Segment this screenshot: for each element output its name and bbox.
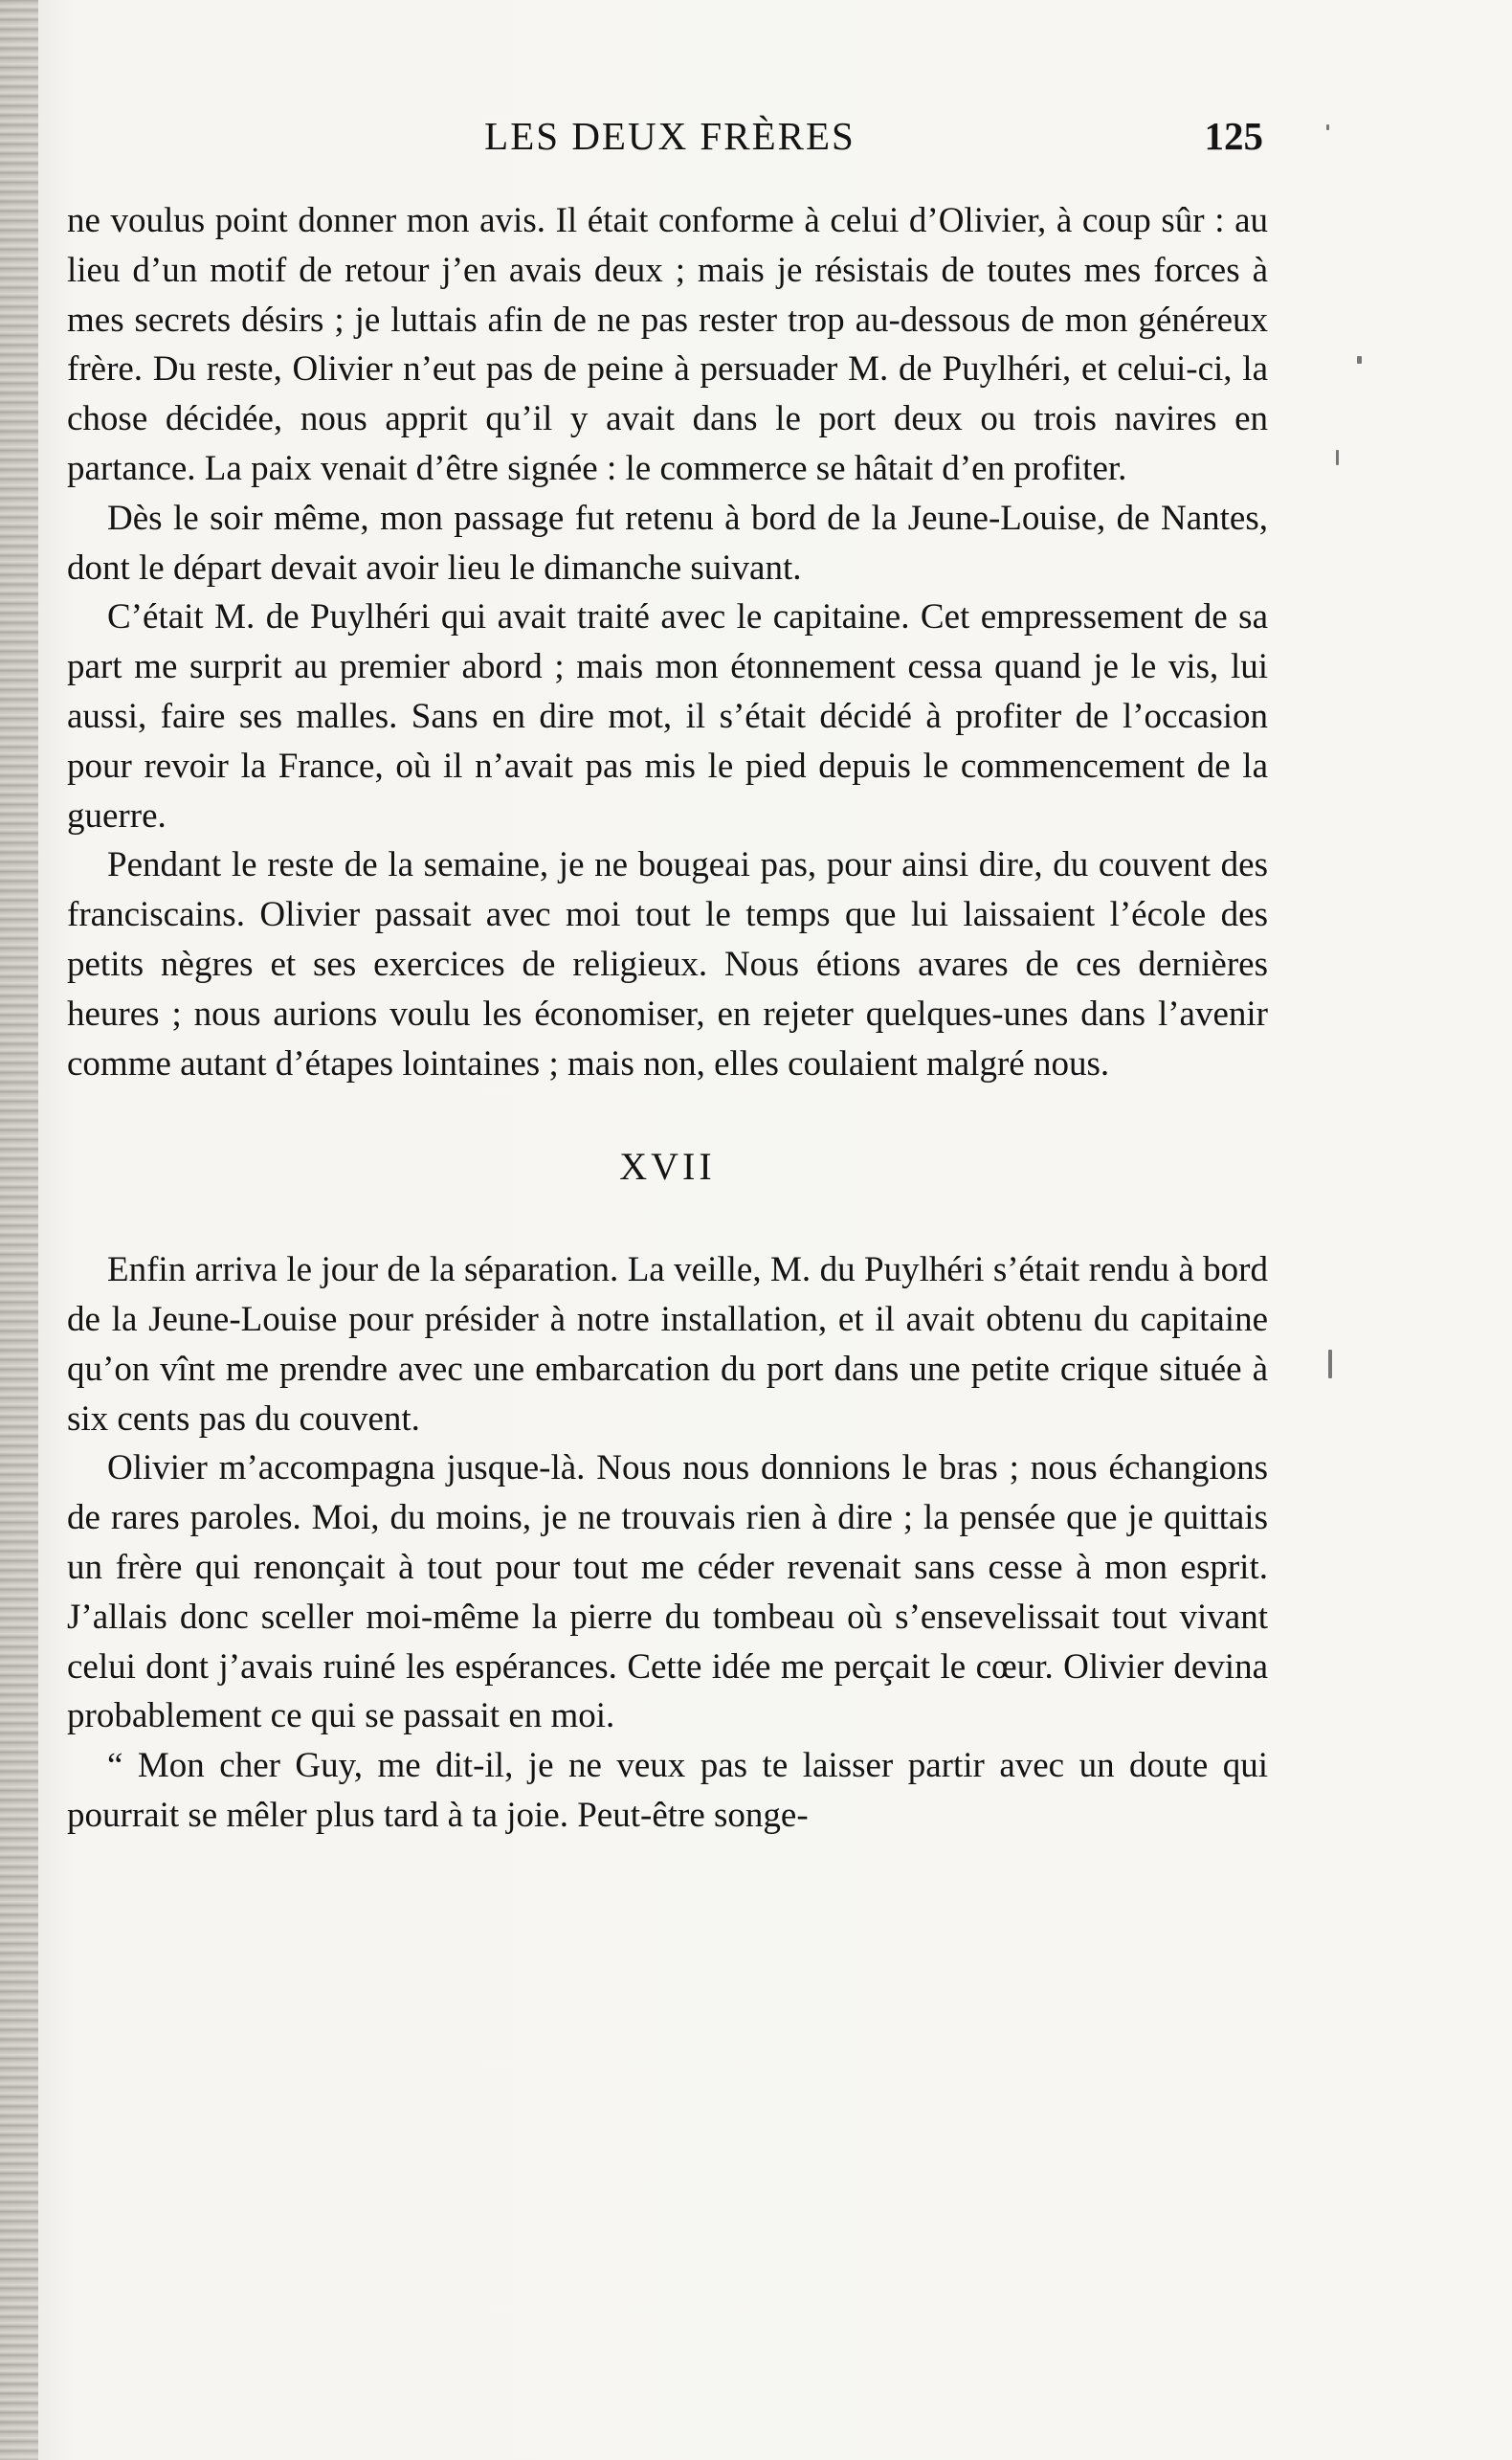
binding-shadow (0, 0, 38, 2460)
paragraph: Dès le soir même, mon passage fut retenu à bord de la Jeune-Louise, de Nantes, dont le départ devait avoir lieu le dimanche suivant. (67, 498, 1268, 588)
chapter-heading: XVII (619, 1145, 716, 1189)
paragraph: Enfin arriva le jour de la séparation. La veille, M. du Puylhéri s’était rendu à bord de la Jeune-Louise pour présider à notre installation, et il avait obtenu du capitaine qu’on vînt me prendre avec une embarcation du port dans une petite crique située à six cents pas du couvent. (67, 1250, 1268, 1439)
paragraph: “ Mon cher Guy, me dit-il, je ne veux pas te laisser partir avec un doute qui pourrait se mêler plus tard à ta joie. Peut-être songe- (67, 1746, 1268, 1835)
paragraph: Pendant le reste de la semaine, je ne bougeai pas, pour ainsi dire, du couvent des franciscains. Olivier passait avec moi tout le temps que lui laissaient l’école des petits nègres et ses exercices de religieux. Nous étions avares de ces dernières heures ; nous aurions voulu les économiser, en rejeter quelques-unes dans l’avenir comme autant d’étapes lointaines ; mais non, elles coulaient malgré nous. (67, 845, 1268, 1084)
ink-speck (1326, 124, 1329, 130)
running-title: LES DEUX FRÈRES (484, 114, 856, 158)
page-header (77, 113, 1263, 170)
ink-speck (1357, 356, 1362, 364)
paragraph: Olivier m’accompagna jusque-là. Nous nous donnions le bras ; nous échangions de rares paroles. Moi, du moins, je ne trouvais rien à dire ; la pensée que je quittais un frère qui renonçait à tout pour tout me céder revenait sans cesse à mon esprit. J’allais donc sceller moi-même la pierre du tombeau où s’ensevelissait tout vivant celui dont j’avais ruiné les espérances. Cette idée me perçait le cœur. Olivier devina probablement ce qui se passait en moi. (67, 1448, 1268, 1736)
paragraph: ne voulus point donner mon avis. Il était conforme à celui d’Olivier, à coup sûr : au lieu d’un motif de retour j’en avais deux ; mais je résistais de toutes mes forces à mes secrets désirs ; je luttais afin de ne pas rester trop au-dessous de mon généreux frère. Du reste, Olivier n’eut pas de peine à persuader M. de Puylhéri, et celui-ci, la chose décidée, nous apprit qu’il y avait dans le port deux ou trois navires en partance. La paix venait d’être signée : le commerce se hâtait d’en profiter. (67, 201, 1268, 488)
ink-speck (1328, 1350, 1332, 1378)
body-text (67, 196, 1268, 1841)
paragraph: C’était M. de Puylhéri qui avait traité avec le capitaine. Cet empressement de sa part me surprit au premier abord ; mais mon étonnement cessa quand je le vis, lui aussi, faire ses malles. Sans en dire mot, il s’était décidé à profiter de l’occasion pour revoir la France, où il n’avait pas mis le pied depuis le commencement de la guerre. (67, 597, 1268, 836)
page-number: 125 (1204, 114, 1263, 158)
ink-speck (1336, 450, 1339, 465)
